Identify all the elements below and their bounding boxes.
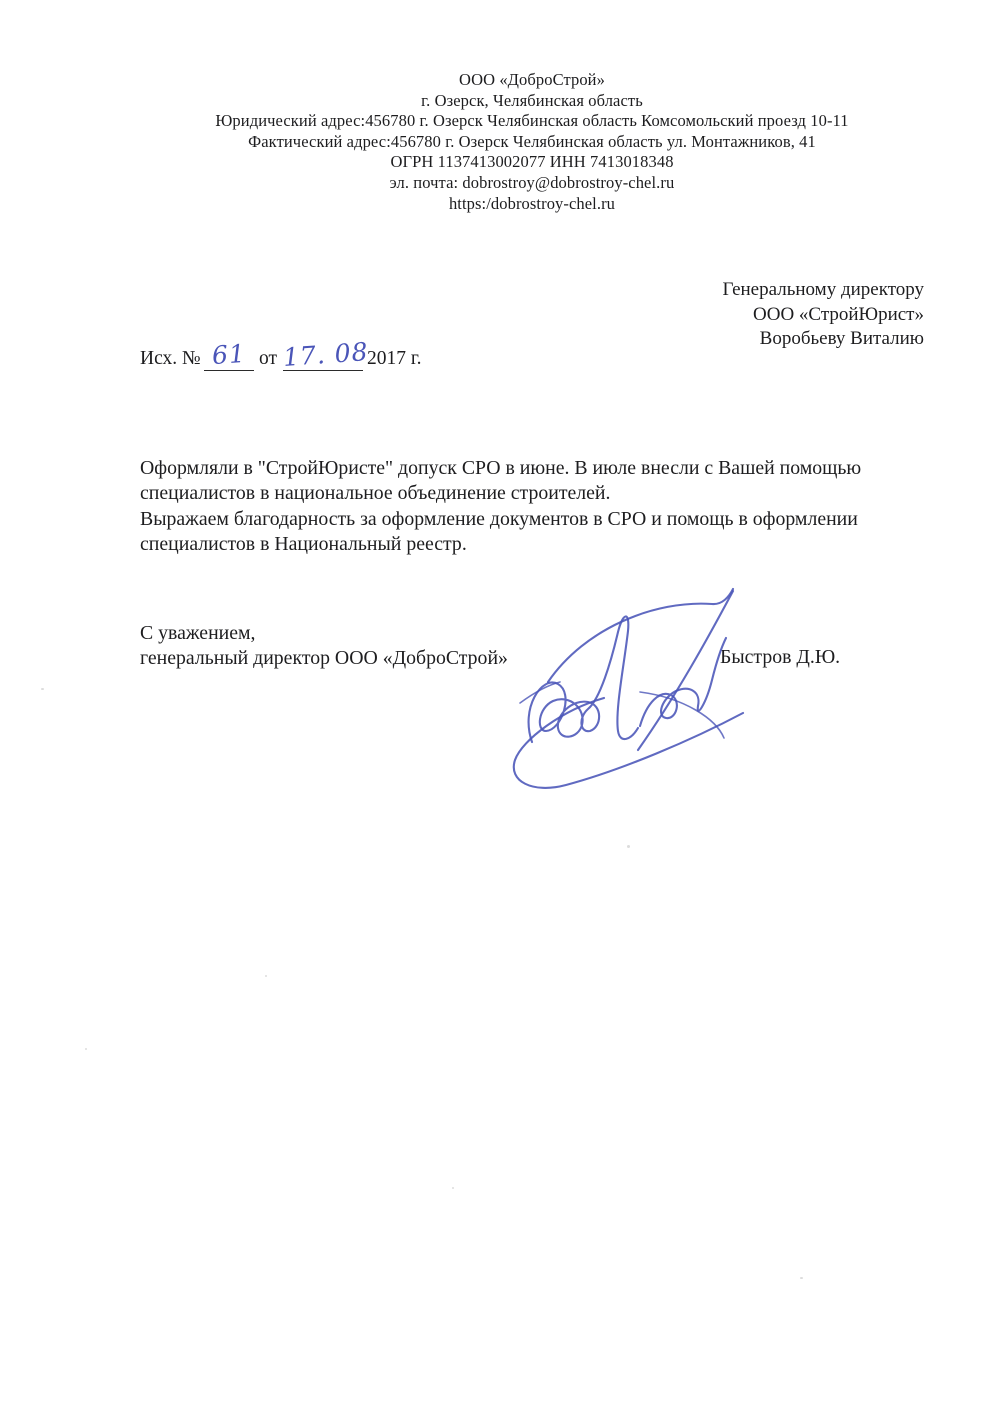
closing-block	[140, 621, 508, 672]
ref-date-blank	[282, 337, 370, 372]
scan-speck	[85, 1048, 87, 1050]
body-paragraph: Выражаем благодарность за оформление документов в СРО и помощь в оформлении специалистов в Национальный реестр.	[140, 507, 858, 556]
signer-name: Быстров Д.Ю.	[720, 646, 841, 668]
company-website: https:/dobrostroy-chel.ru	[448, 193, 616, 213]
addressee-company: ООО «СтройЮрист»	[753, 303, 924, 325]
company-name: ООО «ДоброСтрой»	[459, 70, 605, 89]
reference-line	[140, 337, 480, 377]
scan-speck	[627, 845, 630, 848]
handwritten-date: 17. 08	[282, 337, 370, 372]
scan-speck	[800, 1277, 803, 1279]
company-header	[0, 70, 1000, 214]
legal-address: Юридический адрес:456780 г. Озерск Челябинская область Комсомольский проезд 10-11	[215, 111, 849, 131]
company-email: эл. почта: dobrostroy@dobrostroy-chel.ru	[389, 172, 675, 192]
scan-speck	[265, 975, 267, 977]
body-paragraph: Оформляли в "СтройЮристе" допуск СРО в июне. В июле внесли с Вашей помощью специалистов в национальное объединение строителей.	[140, 457, 862, 505]
handwritten-number: 61	[211, 338, 247, 371]
signer-position: генеральный директор ООО «ДоброСтрой»	[140, 647, 508, 670]
handwritten-signature	[490, 580, 755, 800]
ogrn-inn: ОГРН 1137413002077 ИНН 7413018348	[390, 152, 674, 172]
ref-year: 2017 г.	[367, 348, 422, 369]
ref-prefix: Исх. №	[140, 348, 201, 369]
addressee-block	[723, 278, 924, 352]
company-city: г. Озерск, Челябинская область	[421, 90, 643, 110]
ref-number-blank	[204, 338, 254, 371]
scan-speck	[452, 1187, 454, 1189]
closing-salutation: С уважением,	[140, 622, 256, 644]
addressee-person: Воробьеву Виталию	[759, 328, 924, 349]
ref-middle: от	[259, 348, 278, 369]
actual-address: Фактический адрес:456780 г. Озерск Челябинская область ул. Монтажников, 41	[248, 131, 816, 151]
letter-body	[140, 456, 892, 558]
scan-speck	[41, 688, 44, 690]
addressee-title: Генеральному директору	[722, 279, 924, 300]
